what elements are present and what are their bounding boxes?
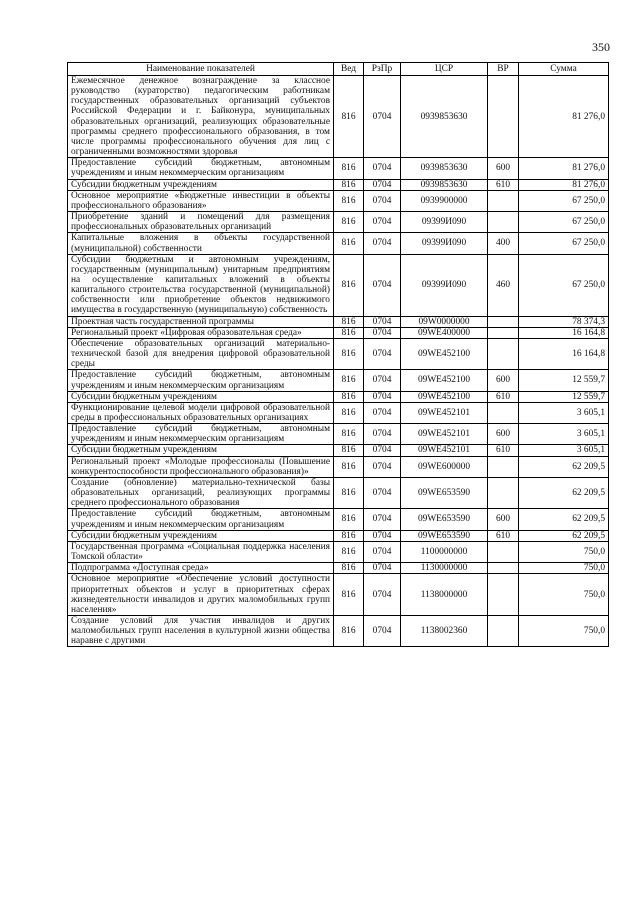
row-ved-cell: 816 (334, 424, 364, 445)
row-ved-cell: 816 (334, 76, 364, 158)
row-ved-cell: 816 (334, 327, 364, 338)
row-name-cell: Подпрограмма «Доступная среда» (68, 563, 334, 574)
table-row (68, 530, 609, 541)
row-ved-cell: 816 (334, 233, 364, 254)
row-vr-cell (488, 541, 519, 562)
row-sum-cell: 67 250,0 (519, 190, 609, 211)
row-name-cell: Создание условий для участия инвалидов и других маломобильных групп населения в культурной жизни общества наравне с другими (68, 615, 334, 646)
table-row (68, 477, 609, 508)
row-name-cell: Ежемесячное денежное вознаграждение за классное руководство (кураторство) педагогическим работникам государственных образовательных организаций субъектов Российской Федерации и г. Байконура, муниципальных образовательных организаций, реализующих образовательные программы среднего профессионального образования, в том числе программы профессионального обучения для лиц с ограниченными возможностями здоровья (68, 76, 334, 158)
row-vr-cell (488, 563, 519, 574)
row-name-cell: Основное мероприятие «Бюджетные инвестиции в объекты профессионального образования» (68, 190, 334, 211)
row-rzpr-cell: 0704 (364, 530, 401, 541)
table-row (68, 541, 609, 562)
row-ved-cell: 816 (334, 402, 364, 423)
row-csr-cell: 09WE452100 (401, 338, 488, 369)
row-name-cell: Предоставление субсидий бюджетным, автономным учреждениям и иным некоммерческим организациям (68, 158, 334, 179)
table-row (68, 212, 609, 233)
row-sum-cell: 67 250,0 (519, 212, 609, 233)
row-sum-cell: 62 209,5 (519, 509, 609, 530)
row-csr-cell: 09WE400000 (401, 327, 488, 338)
row-csr-cell: 0939853630 (401, 179, 488, 190)
row-sum-cell: 16 164,8 (519, 327, 609, 338)
row-csr-cell: 1100000000 (401, 541, 488, 562)
row-rzpr-cell: 0704 (364, 563, 401, 574)
row-ved-cell: 816 (334, 456, 364, 477)
row-ved-cell: 816 (334, 370, 364, 391)
header-name: Наименование показателей (68, 63, 334, 76)
row-rzpr-cell: 0704 (364, 391, 401, 402)
row-vr-cell: 610 (488, 445, 519, 456)
table-row (68, 370, 609, 391)
page-number: 350 (592, 40, 610, 54)
row-rzpr-cell: 0704 (364, 509, 401, 530)
table-row (68, 316, 609, 327)
row-csr-cell: 0939900000 (401, 190, 488, 211)
row-sum-cell: 81 276,0 (519, 179, 609, 190)
row-name-cell: Проектная часть государственной программы (68, 316, 334, 327)
row-rzpr-cell: 0704 (364, 158, 401, 179)
row-csr-cell: 09399И090 (401, 233, 488, 254)
row-sum-cell: 81 276,0 (519, 158, 609, 179)
row-sum-cell: 750,0 (519, 574, 609, 616)
row-rzpr-cell: 0704 (364, 179, 401, 190)
row-name-cell: Основное мероприятие «Обеспечение условий доступности приоритетных объектов и услуг в приоритетных сферах жизнедеятельности инвалидов и других маломобильных групп населения» (68, 574, 334, 616)
row-name-cell: Обеспечение образовательных организаций материально-технической базой для внедрения цифровой образовательной среды (68, 338, 334, 369)
header-sum: Сумма (519, 63, 609, 76)
row-ved-cell: 816 (334, 445, 364, 456)
row-csr-cell: 09399И090 (401, 212, 488, 233)
row-csr-cell: 1130000000 (401, 563, 488, 574)
row-name-cell: Субсидии бюджетным учреждениям (68, 179, 334, 190)
row-csr-cell: 1138002360 (401, 615, 488, 646)
row-ved-cell: 816 (334, 391, 364, 402)
row-rzpr-cell: 0704 (364, 445, 401, 456)
row-rzpr-cell: 0704 (364, 615, 401, 646)
row-csr-cell: 09WE452100 (401, 391, 488, 402)
row-sum-cell: 67 250,0 (519, 254, 609, 316)
row-vr-cell: 610 (488, 530, 519, 541)
row-vr-cell (488, 338, 519, 369)
row-sum-cell: 750,0 (519, 563, 609, 574)
row-ved-cell: 816 (334, 179, 364, 190)
row-rzpr-cell: 0704 (364, 233, 401, 254)
row-csr-cell: 09WE452101 (401, 445, 488, 456)
row-csr-cell: 09WE452101 (401, 424, 488, 445)
row-vr-cell (488, 212, 519, 233)
table-row (68, 179, 609, 190)
row-ved-cell: 816 (334, 563, 364, 574)
row-rzpr-cell: 0704 (364, 316, 401, 327)
table-row (68, 615, 609, 646)
row-vr-cell: 460 (488, 254, 519, 316)
table-row (68, 563, 609, 574)
row-rzpr-cell: 0704 (364, 254, 401, 316)
row-vr-cell (488, 615, 519, 646)
row-rzpr-cell: 0704 (364, 76, 401, 158)
table-header-row (68, 63, 609, 76)
table-row (68, 424, 609, 445)
row-name-cell: Государственная программа «Социальная поддержка населения Томской области» (68, 541, 334, 562)
row-sum-cell: 12 559,7 (519, 391, 609, 402)
row-name-cell: Предоставление субсидий бюджетным, автономным учреждениям и иным некоммерческим организациям (68, 509, 334, 530)
row-sum-cell: 3 605,1 (519, 445, 609, 456)
row-ved-cell: 816 (334, 530, 364, 541)
table-row (68, 190, 609, 211)
row-name-cell: Субсидии бюджетным и автономным учреждениям, государственным (муниципальным) унитарным предприятиям на осуществление капитальных вложений в объекты капитального строительства государственной (муниципальной) собственности или приобретение объектов недвижимого имущества в государственную (муниципальную) собственность (68, 254, 334, 316)
row-csr-cell: 09WE600000 (401, 456, 488, 477)
row-name-cell: Субсидии бюджетным учреждениям (68, 530, 334, 541)
row-vr-cell: 600 (488, 370, 519, 391)
row-name-cell: Субсидии бюджетным учреждениям (68, 391, 334, 402)
row-ved-cell: 816 (334, 254, 364, 316)
header-ved: Вед (334, 63, 364, 76)
row-csr-cell: 09WE653590 (401, 530, 488, 541)
row-csr-cell: 0939853630 (401, 158, 488, 179)
row-rzpr-cell: 0704 (364, 402, 401, 423)
row-vr-cell (488, 76, 519, 158)
table-row (68, 456, 609, 477)
row-vr-cell: 610 (488, 391, 519, 402)
row-vr-cell: 600 (488, 509, 519, 530)
row-csr-cell: 09WE653590 (401, 509, 488, 530)
row-name-cell: Создание (обновление) материально-технической базы образовательных организаций, реализующих программы среднего профессионального образования (68, 477, 334, 508)
row-name-cell: Капитальные вложения в объекты государственной (муниципальной) собственности (68, 233, 334, 254)
row-vr-cell (488, 456, 519, 477)
row-vr-cell (488, 574, 519, 616)
row-rzpr-cell: 0704 (364, 477, 401, 508)
row-ved-cell: 816 (334, 338, 364, 369)
row-vr-cell (488, 190, 519, 211)
row-vr-cell (488, 477, 519, 508)
header-csr: ЦСР (401, 63, 488, 76)
row-sum-cell: 67 250,0 (519, 233, 609, 254)
row-sum-cell: 3 605,1 (519, 424, 609, 445)
table-row (68, 327, 609, 338)
table-row (68, 76, 609, 158)
row-csr-cell: 1138000000 (401, 574, 488, 616)
row-ved-cell: 816 (334, 477, 364, 508)
row-rzpr-cell: 0704 (364, 370, 401, 391)
row-name-cell: Региональный проект «Цифровая образовательная среда» (68, 327, 334, 338)
header-vr: ВР (488, 63, 519, 76)
row-name-cell: Приобретение зданий и помещений для размещения профессиональных образовательных организаций (68, 212, 334, 233)
row-csr-cell: 09W0000000 (401, 316, 488, 327)
row-sum-cell: 12 559,7 (519, 370, 609, 391)
row-sum-cell: 16 164,8 (519, 338, 609, 369)
row-csr-cell: 09WE452101 (401, 402, 488, 423)
row-rzpr-cell: 0704 (364, 541, 401, 562)
row-name-cell: Предоставление субсидий бюджетным, автономным учреждениям и иным некоммерческим организациям (68, 370, 334, 391)
row-name-cell: Предоставление субсидий бюджетным, автономным учреждениям и иным некоммерческим организациям (68, 424, 334, 445)
row-sum-cell: 78 374,3 (519, 316, 609, 327)
row-rzpr-cell: 0704 (364, 190, 401, 211)
row-vr-cell (488, 402, 519, 423)
row-vr-cell: 400 (488, 233, 519, 254)
row-csr-cell: 09399И090 (401, 254, 488, 316)
row-rzpr-cell: 0704 (364, 212, 401, 233)
row-ved-cell: 816 (334, 541, 364, 562)
row-vr-cell (488, 327, 519, 338)
row-vr-cell: 600 (488, 424, 519, 445)
row-vr-cell: 610 (488, 179, 519, 190)
row-ved-cell: 816 (334, 158, 364, 179)
row-ved-cell: 816 (334, 190, 364, 211)
table-row (68, 233, 609, 254)
row-csr-cell: 0939853630 (401, 76, 488, 158)
row-sum-cell: 62 209,5 (519, 456, 609, 477)
row-rzpr-cell: 0704 (364, 327, 401, 338)
row-rzpr-cell: 0704 (364, 456, 401, 477)
header-rzpr: РзПр (364, 63, 401, 76)
row-sum-cell: 750,0 (519, 541, 609, 562)
row-ved-cell: 816 (334, 615, 364, 646)
row-ved-cell: 816 (334, 212, 364, 233)
table-row (68, 338, 609, 369)
row-rzpr-cell: 0704 (364, 338, 401, 369)
row-name-cell: Региональный проект «Молодые профессионалы (Повышение конкурентоспособности профессионального образования)» (68, 456, 334, 477)
row-vr-cell: 600 (488, 158, 519, 179)
row-rzpr-cell: 0704 (364, 424, 401, 445)
table-row (68, 574, 609, 616)
row-ved-cell: 816 (334, 509, 364, 530)
row-sum-cell: 62 209,5 (519, 530, 609, 541)
row-sum-cell: 62 209,5 (519, 477, 609, 508)
row-ved-cell: 816 (334, 574, 364, 616)
table-row (68, 158, 609, 179)
table-row (68, 402, 609, 423)
row-rzpr-cell: 0704 (364, 574, 401, 616)
row-name-cell: Субсидии бюджетным учреждениям (68, 445, 334, 456)
row-ved-cell: 816 (334, 316, 364, 327)
table-row (68, 445, 609, 456)
row-sum-cell: 3 605,1 (519, 402, 609, 423)
table-row (68, 391, 609, 402)
row-sum-cell: 81 276,0 (519, 76, 609, 158)
row-sum-cell: 750,0 (519, 615, 609, 646)
row-name-cell: Функционирование целевой модели цифровой образовательной среды в профессиональных образовательных организациях (68, 402, 334, 423)
row-csr-cell: 09WE452100 (401, 370, 488, 391)
row-csr-cell: 09WE653590 (401, 477, 488, 508)
table-row (68, 254, 609, 316)
budget-table (67, 62, 609, 647)
table-row (68, 509, 609, 530)
row-vr-cell (488, 316, 519, 327)
